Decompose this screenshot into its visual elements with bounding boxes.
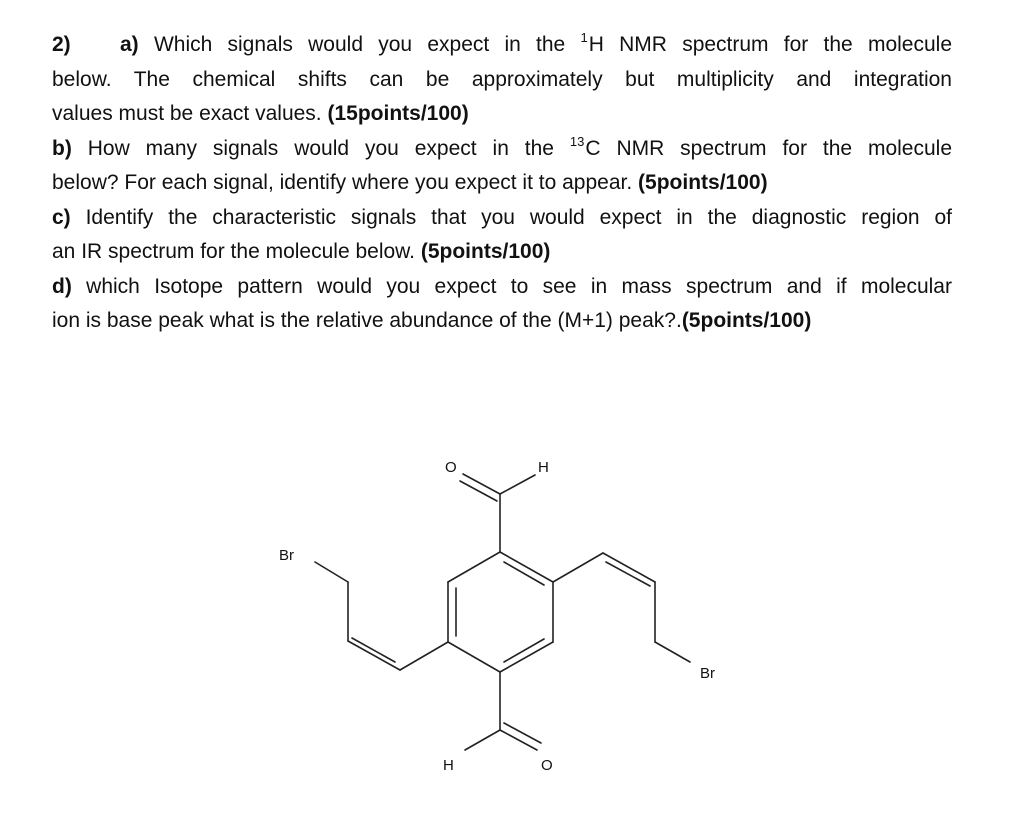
part-a-text-start: Which signals would you expect in the — [153, 33, 566, 56]
right-bromoallyl-chain — [553, 553, 715, 682]
part-c-label: c) — [52, 205, 71, 229]
part-b-text-end: C NMR spectrum for the molecule — [585, 136, 953, 160]
atom-br-right: Br — [700, 665, 715, 682]
part-a-text-end: H NMR spectrum for the molecule — [588, 33, 953, 56]
h1-superscript: 1 — [580, 30, 588, 45]
left-bromoallyl-chain — [279, 547, 448, 670]
question-number: 2) — [52, 33, 71, 56]
part-a-label: a) — [120, 33, 139, 56]
atom-o-top: O — [445, 459, 457, 476]
top-aldehyde-group — [445, 459, 549, 552]
part-d-label: d) — [52, 274, 72, 298]
atom-br-left: Br — [279, 547, 294, 564]
part-a-points: (15points/100) — [327, 102, 469, 125]
part-b-text-start: How many signals would you expect in the — [87, 136, 554, 160]
part-c-line1-text: Identify the characteristic signals that you would expect in the diagnostic region of — [85, 205, 952, 229]
atom-h-bottom: H — [443, 757, 454, 774]
atom-o-bottom: O — [541, 757, 553, 774]
part-d-line2-text: ion is base peak what is the relative abundance of the (M+1) peak?. — [52, 309, 682, 332]
question-a-line-2: below. The chemical shifts can be approximately but multiplicity and integration — [52, 67, 952, 91]
atom-h-top: H — [538, 459, 549, 476]
part-b-line2-text: below? For each signal, identify where you expect it to appear. — [52, 171, 633, 194]
part-b-label: b) — [52, 136, 72, 160]
part-c-line2-text: an IR spectrum for the molecule below. — [52, 240, 416, 263]
part-c-points: (5points/100) — [420, 240, 551, 263]
part-d-points: (5points/100) — [681, 309, 812, 332]
part-b-points: (5points/100) — [638, 171, 768, 194]
benzene-ring — [448, 552, 553, 672]
part-a-line3-text: values must be exact values. — [52, 102, 322, 125]
bottom-aldehyde-group — [443, 672, 553, 774]
c13-superscript: 13 — [569, 133, 585, 149]
part-d-line1-text: which Isotope pattern would you expect to see in mass spectrum and if molecular — [86, 274, 952, 298]
